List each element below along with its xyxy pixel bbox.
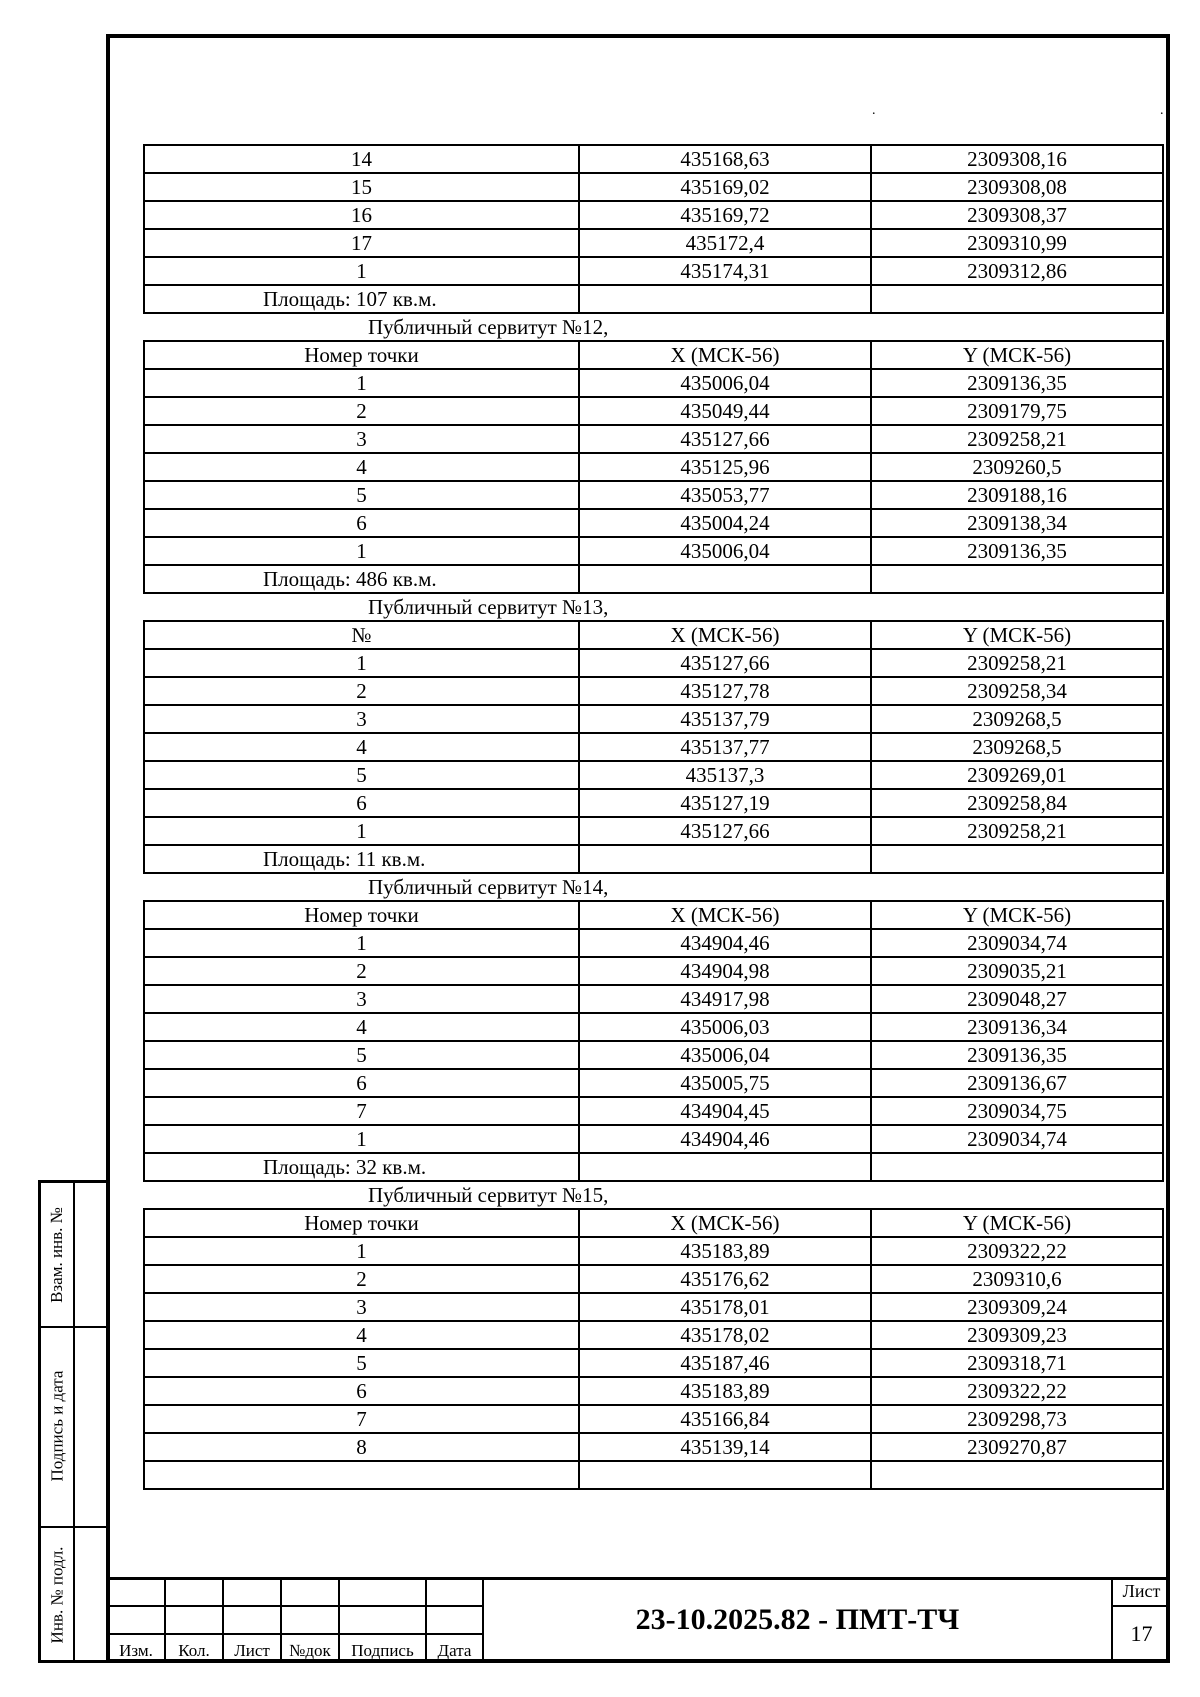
cell-x: 434904,45	[579, 1097, 871, 1125]
cell-n: 1	[144, 537, 579, 565]
table-header-row	[144, 341, 1163, 369]
area-row	[144, 1153, 1163, 1181]
cell-y: 2309322,22	[871, 1237, 1163, 1265]
cell-x: 435127,66	[579, 649, 871, 677]
header-mark-1: .	[872, 103, 876, 118]
table-row	[144, 789, 1163, 817]
cell-n: 1	[144, 929, 579, 957]
table-row	[144, 481, 1163, 509]
cell-x: 435178,02	[579, 1321, 871, 1349]
cell-x: 435139,14	[579, 1433, 871, 1461]
cell-n: 2	[144, 957, 579, 985]
table-row	[144, 509, 1163, 537]
cell-x: 435053,77	[579, 481, 871, 509]
table-row	[144, 537, 1163, 565]
cell-y: 2309138,34	[871, 509, 1163, 537]
cell-n: 6	[144, 1069, 579, 1097]
cell-y: 2309268,5	[871, 733, 1163, 761]
cell-x: X (МСК-56)	[579, 341, 871, 369]
table-row	[144, 649, 1163, 677]
cell-y: Y (МСК-56)	[871, 621, 1163, 649]
servitude-title-row	[144, 313, 1163, 341]
document-code: 23-10.2025.82 - ПМТ-ТЧ	[635, 1603, 960, 1636]
area-row	[144, 565, 1163, 593]
cell-x: 435137,3	[579, 761, 871, 789]
cell-x: 435137,77	[579, 733, 871, 761]
cell-y: 2309269,01	[871, 761, 1163, 789]
cell-y: 2309034,75	[871, 1097, 1163, 1125]
revision-col-label: Изм.	[107, 1634, 165, 1662]
cell-x: 435127,78	[579, 677, 871, 705]
cell-x: 435005,75	[579, 1069, 871, 1097]
cell-y: 2309308,16	[871, 145, 1163, 173]
table-row	[144, 929, 1163, 957]
cell-y: 2309309,24	[871, 1293, 1163, 1321]
cell-n: Номер точки	[144, 1209, 579, 1237]
cell-y: 2309298,73	[871, 1405, 1163, 1433]
table-row	[144, 201, 1163, 229]
cell-n: 8	[144, 1433, 579, 1461]
cell-y: 2309136,35	[871, 1041, 1163, 1069]
cell-n: 7	[144, 1405, 579, 1433]
cell-y	[871, 1461, 1163, 1489]
cell-n: 2	[144, 397, 579, 425]
servitude-title-row	[144, 1181, 1163, 1209]
cell-y: 2309258,34	[871, 677, 1163, 705]
header-mark-2: .	[1160, 103, 1164, 118]
cell-x: 435178,01	[579, 1293, 871, 1321]
cell-x: 435187,46	[579, 1349, 871, 1377]
cell-n: 1	[144, 1237, 579, 1265]
cell-y: 2309318,71	[871, 1349, 1163, 1377]
table-header-row	[144, 1209, 1163, 1237]
cell-y: 2309136,34	[871, 1013, 1163, 1041]
cell-n: 16	[144, 201, 579, 229]
cell-n: 6	[144, 789, 579, 817]
area-text: Площадь: 486 кв.м.	[144, 565, 579, 593]
cell-y: 2309308,37	[871, 201, 1163, 229]
cell-n: 4	[144, 1321, 579, 1349]
area-row	[144, 285, 1163, 313]
cell-x: 434917,98	[579, 985, 871, 1013]
table-row	[144, 1349, 1163, 1377]
cell-y: 2309310,6	[871, 1265, 1163, 1293]
cell-x: 435174,31	[579, 257, 871, 285]
cell-n: 17	[144, 229, 579, 257]
table-row	[144, 985, 1163, 1013]
table-header-row	[144, 621, 1163, 649]
cell-x: 435176,62	[579, 1265, 871, 1293]
table-row	[144, 145, 1163, 173]
sheet-number: 17	[1130, 1621, 1153, 1646]
cell-x: 434904,46	[579, 1125, 871, 1153]
cell-n: Номер точки	[144, 341, 579, 369]
table-row	[144, 957, 1163, 985]
area-text: Площадь: 107 кв.м.	[144, 285, 579, 313]
cell-y: 2309188,16	[871, 481, 1163, 509]
cell-x: 434904,98	[579, 957, 871, 985]
sheet-box	[1111, 1577, 1170, 1663]
table-row	[144, 705, 1163, 733]
revision-col-label: Подпись	[339, 1634, 426, 1662]
servitude-title: Публичный сервитут №14,	[144, 873, 1163, 901]
revision-col-label: Дата	[426, 1634, 483, 1662]
table-row	[144, 761, 1163, 789]
cell-y: 2309136,35	[871, 537, 1163, 565]
cell-y: 2309048,27	[871, 985, 1163, 1013]
cell-n: Номер точки	[144, 901, 579, 929]
cell-y: Y (МСК-56)	[871, 1209, 1163, 1237]
cell-y: 2309034,74	[871, 929, 1163, 957]
cell-x: 435172,4	[579, 229, 871, 257]
servitude-title: Публичный сервитут №15,	[144, 1181, 1163, 1209]
cell-n: 5	[144, 761, 579, 789]
table-row	[144, 257, 1163, 285]
table-row	[144, 397, 1163, 425]
cell-y: 2309312,86	[871, 257, 1163, 285]
sheet-label: Лист	[1113, 1577, 1170, 1607]
area-text: Площадь: 32 кв.м.	[144, 1153, 579, 1181]
cell-x	[579, 1461, 871, 1489]
cell-x: 435127,19	[579, 789, 871, 817]
area-row	[144, 845, 1163, 873]
cell-x: 435049,44	[579, 397, 871, 425]
table-row	[144, 1069, 1163, 1097]
side-stamp-podpis: Подпись и дата	[47, 1370, 66, 1482]
table-row	[144, 1013, 1163, 1041]
table-row	[144, 1377, 1163, 1405]
revision-col-label: №док	[281, 1634, 339, 1662]
table-row	[144, 1433, 1163, 1461]
cell-n: 1	[144, 369, 579, 397]
cell-n: 6	[144, 1377, 579, 1405]
cell-n: 3	[144, 1293, 579, 1321]
servitude-title: Публичный сервитут №12,	[144, 313, 1163, 341]
table-row	[144, 677, 1163, 705]
side-stamp	[38, 1180, 106, 1663]
cell-y: 2309309,23	[871, 1321, 1163, 1349]
table-row	[144, 1125, 1163, 1153]
table-row	[144, 1293, 1163, 1321]
side-stamp-vzam: Взам. инв. №	[47, 1206, 66, 1303]
cell-x: 435137,79	[579, 705, 871, 733]
table-row	[144, 817, 1163, 845]
table-header-row	[144, 901, 1163, 929]
cell-x: 435004,24	[579, 509, 871, 537]
cell-x: 435127,66	[579, 425, 871, 453]
cell-n: 5	[144, 481, 579, 509]
table-row	[144, 229, 1163, 257]
cell-x: 435168,63	[579, 145, 871, 173]
cell-y: 2309179,75	[871, 397, 1163, 425]
cell-y: 2309034,74	[871, 1125, 1163, 1153]
cell-y: 2309258,21	[871, 817, 1163, 845]
table-row	[144, 425, 1163, 453]
table-row	[144, 453, 1163, 481]
servitude-title-row	[144, 593, 1163, 621]
cell-x: 435006,04	[579, 537, 871, 565]
servitude-title-row	[144, 873, 1163, 901]
cell-y: 2309136,67	[871, 1069, 1163, 1097]
cell-x: 435183,89	[579, 1377, 871, 1405]
area-text: Площадь: 11 кв.м.	[144, 845, 579, 873]
cell-n: 1	[144, 1125, 579, 1153]
cell-n	[144, 1461, 579, 1489]
table-row	[144, 369, 1163, 397]
cell-y: 2309310,99	[871, 229, 1163, 257]
table-row	[144, 1237, 1163, 1265]
cell-y: 2309260,5	[871, 453, 1163, 481]
cell-x: 435127,66	[579, 817, 871, 845]
cell-n: 14	[144, 145, 579, 173]
cell-x: 435166,84	[579, 1405, 871, 1433]
cell-x: 435183,89	[579, 1237, 871, 1265]
cell-n: 1	[144, 817, 579, 845]
table-row	[144, 1321, 1163, 1349]
cell-x: 435125,96	[579, 453, 871, 481]
cell-x: 435169,72	[579, 201, 871, 229]
cell-n: 2	[144, 1265, 579, 1293]
cell-n: 6	[144, 509, 579, 537]
cell-x: 435006,03	[579, 1013, 871, 1041]
title-block	[106, 1577, 1170, 1663]
table-row	[144, 1405, 1163, 1433]
cell-n: 4	[144, 1013, 579, 1041]
cell-y: 2309268,5	[871, 705, 1163, 733]
cell-y: 2309258,21	[871, 649, 1163, 677]
cell-n: 4	[144, 733, 579, 761]
cell-n: 1	[144, 649, 579, 677]
cell-y: 2309136,35	[871, 369, 1163, 397]
cell-y: 2309258,21	[871, 425, 1163, 453]
cell-x: X (МСК-56)	[579, 1209, 871, 1237]
cell-n: 5	[144, 1041, 579, 1069]
cell-x: 435169,02	[579, 173, 871, 201]
cell-n: 3	[144, 425, 579, 453]
cell-n: 2	[144, 677, 579, 705]
cell-y: Y (МСК-56)	[871, 341, 1163, 369]
cell-n: №	[144, 621, 579, 649]
table-row	[144, 1041, 1163, 1069]
cell-n: 4	[144, 453, 579, 481]
cell-n: 3	[144, 705, 579, 733]
cell-y: Y (МСК-56)	[871, 901, 1163, 929]
cell-y: 2309035,21	[871, 957, 1163, 985]
table-row	[144, 173, 1163, 201]
servitude-title: Публичный сервитут №13,	[144, 593, 1163, 621]
revision-col-label: Лист	[223, 1634, 281, 1662]
cell-x: 435006,04	[579, 369, 871, 397]
cell-x: X (МСК-56)	[579, 621, 871, 649]
side-stamp-inv: Инв. № подл.	[47, 1546, 66, 1643]
cell-y: 2309270,87	[871, 1433, 1163, 1461]
cell-x: X (МСК-56)	[579, 901, 871, 929]
coordinates-table	[143, 144, 1164, 1490]
table-row	[144, 1097, 1163, 1125]
cell-n: 15	[144, 173, 579, 201]
cell-x: 435006,04	[579, 1041, 871, 1069]
cell-y: 2309258,84	[871, 789, 1163, 817]
cell-x: 434904,46	[579, 929, 871, 957]
cell-n: 3	[144, 985, 579, 1013]
cell-n: 5	[144, 1349, 579, 1377]
cell-n: 1	[144, 257, 579, 285]
revision-col-label: Кол.	[165, 1634, 223, 1662]
cell-n: 7	[144, 1097, 579, 1125]
revision-grid	[106, 1577, 484, 1663]
cell-y: 2309322,22	[871, 1377, 1163, 1405]
table-row	[144, 733, 1163, 761]
cell-y: 2309308,08	[871, 173, 1163, 201]
table-row	[144, 1461, 1163, 1489]
table-row	[144, 1265, 1163, 1293]
